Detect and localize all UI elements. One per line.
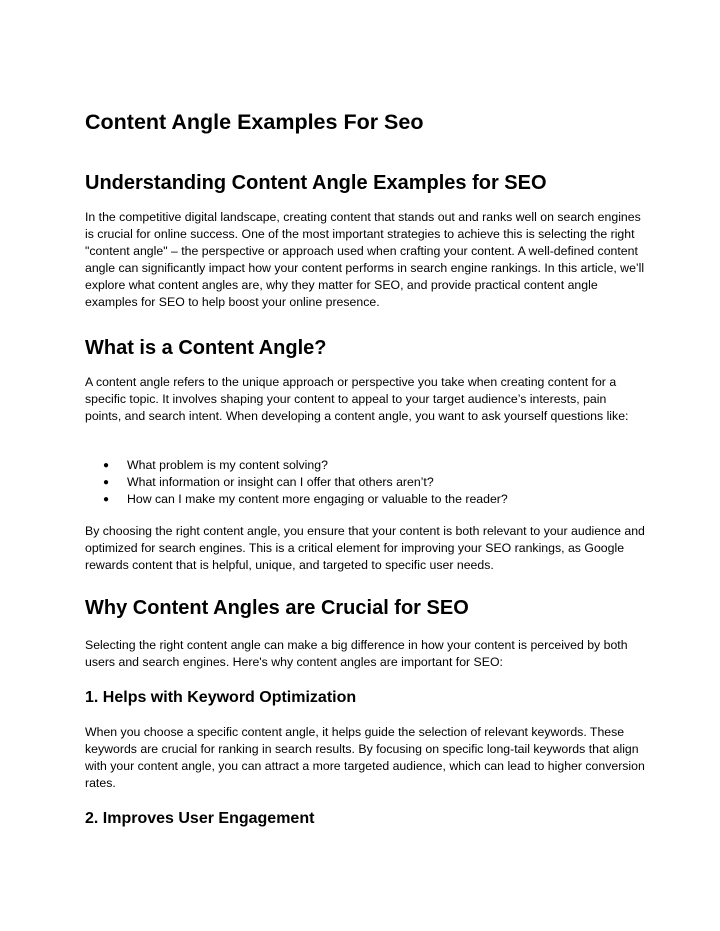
questions-list: [85, 457, 645, 508]
heading-why-crucial: Why Content Angles are Crucial for SEO: [85, 597, 469, 619]
list-item-text: What problem is my content solving?: [127, 458, 328, 472]
subheading-user-engagement: 2. Improves User Engagement: [85, 810, 315, 827]
heading-what-is: What is a Content Angle?: [85, 337, 327, 359]
subheading-keyword-optimization: 1. Helps with Keyword Optimization: [85, 689, 357, 706]
paragraph-understanding: In the competitive digital landscape, creating content that stands out and ranks well on search engines is crucial for online success. One of the most important strategies to achieve this is selecting the right "content angle" – the perspective or approach used when crafting your content. A well-defined content angle can significantly impact how your content performs in search engine rankings. In this article, we’ll explore what content angles are, why they matter for SEO, and provide practical content angle examples for SEO to help boost your online presence.: [85, 210, 645, 309]
paragraph-keyword-optimization: When you choose a specific content angle, it helps guide the selection of relevant keywords. These keywords are crucial for ranking in search results. By focusing on specific long-tail keywords that align with your content angle, you can attract a more targeted audience, which can lead to higher conversion rates.: [85, 725, 645, 790]
paragraph-why-crucial: Selecting the right content angle can make a big difference in how your content is perceived by both users and search engines. Here's why content angles are important for SEO:: [85, 638, 628, 669]
paragraph-closing: By choosing the right content angle, you ensure that your content is both relevant to your audience and optimized for search engines. This is a critical element for improving your SEO rankings, as Google rewards content that is helpful, unique, and targeted to specific user needs.: [85, 524, 645, 572]
heading-understanding: Understanding Content Angle Examples for SEO: [85, 172, 547, 194]
list-item-text: What information or insight can I offer that others aren’t?: [127, 475, 434, 489]
list-item: [85, 491, 645, 508]
bullet-icon: ●: [103, 460, 110, 471]
document-title: Content Angle Examples For Seo: [85, 110, 424, 134]
list-item: [85, 474, 645, 491]
list-item-text: How can I make my content more engaging or valuable to the reader?: [127, 492, 508, 506]
list-item: [85, 457, 645, 474]
bullet-icon: ●: [103, 477, 110, 488]
paragraph-what-is: A content angle refers to the unique approach or perspective you take when creating content for a specific topic. It involves shaping your content to appeal to your target audience’s interests, pain points, and search intent. When developing a content angle, you want to ask yourself questions like:: [85, 375, 629, 423]
bullet-icon: ●: [103, 494, 110, 505]
